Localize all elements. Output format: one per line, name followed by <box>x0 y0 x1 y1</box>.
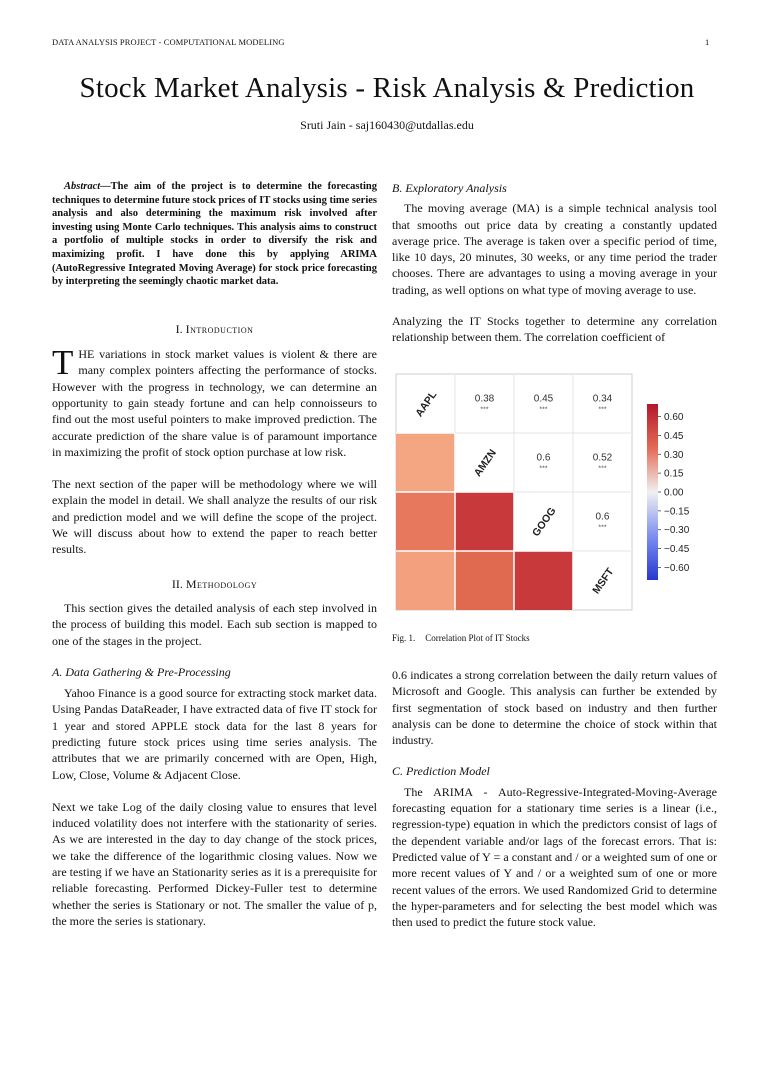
correlation-value: 0.52 <box>592 452 613 464</box>
abstract-label: Abstract <box>64 181 101 192</box>
diagonal-label: MSFT <box>590 565 617 597</box>
intro-heading-num: I. <box>175 321 186 336</box>
intro-p1-text: variations in stock market values is violent & there are many complex pointers affecting the performance of stocks. However with the progress in technology, we can determine an opportunity to gain steady fortune and can help connoisseurs to find out the most useful pointers to make improved prediction. The accurate prediction of the share value is of paramount importance in maximizing the profit of stock option purchase at low risk. <box>52 347 377 459</box>
correlation-value: 0.34 <box>592 393 613 405</box>
paper-author: Sruti Jain - saj160430@utdallas.edu <box>300 118 474 132</box>
colorbar-tick-label: −0.30 <box>664 525 690 537</box>
colorbar-tick-label: 0.30 <box>664 449 684 461</box>
diagonal-label: GOOG <box>530 505 559 539</box>
section-b-paragraph-1: The moving average (MA) is a simple technical analysis tool that smooths out price data by creating a constantly updated average price. The average is taken over a specific period of time, like 10 days, 20 minutes, 30 weeks, or any time period the trader chooses. There are advantages to using a moving average in your trading, as well options on what type of moving average to use. <box>392 201 717 297</box>
significance-stars: *** <box>598 406 607 414</box>
colorbar-tick-label: −0.45 <box>664 544 690 556</box>
abstract <box>52 180 377 289</box>
page-number: 1 <box>705 37 710 47</box>
heatmap-cell <box>455 492 514 551</box>
methodology-paragraph: This section gives the detailed analysis of each step involved in the process of building this model. Each sub section is mapped to one of the stages in the project. <box>52 600 377 648</box>
subsection-heading-c: C. Prediction Model <box>392 764 490 779</box>
section-b-paragraph-2: Analyzing the IT Stocks together to determine any correlation relationship between them. The correlation coefficient of <box>392 314 717 345</box>
intro-paragraph-2: The next section of the paper will be methodology where we will explain the model in detail. We shall analyze the results of our risk and prediction model and we will define the scope of the project. We will discuss about how to extend the paper to reach better results. <box>52 477 377 557</box>
left-column <box>52 180 377 929</box>
correlation-value: 0.6 <box>536 452 551 464</box>
section-a-paragraph-1: Yahoo Finance is a good source for extracting stock market data. Using Pandas DataReader, I have extracted data of five IT stock for 1 year and stored APPLE stock data for the last 8 years for predicting future stock prices using time series analysis. The attributes that we are primarily concerned with are Open, High, Low, Close, Volume & Adjacent Close. <box>52 686 377 782</box>
correlation-value: 0.6 <box>595 511 610 523</box>
subsection-heading-b: B. Exploratory Analysis <box>392 181 507 195</box>
colorbar-tick-label: 0.00 <box>664 487 684 499</box>
intro-lead: HE <box>78 347 95 362</box>
intro-heading-text: Introduction <box>185 321 254 336</box>
section-c-paragraph-1: The ARIMA - Auto-Regressive-Integrated-Moving-Average forecasting equation for a stationary time series is a linear (i.e., regression-type) equation in which the predictors consist of lags of the dependent variable and/or lags of the forecast errors. That is: Predicted value of Y = a constant and / or a weighted sum of one or more recent values of Y and / or a weighted sum of one or more recent values of the errors. We used Randomized Grid to determine the hyper-parameters and for selecting the best model which was then used to predict the future stock value. <box>392 784 717 930</box>
right-column-bottom <box>392 667 717 930</box>
methodology-heading-text: Methodology <box>185 576 258 591</box>
diagonal-label: AMZN <box>471 447 499 479</box>
significance-stars: *** <box>598 524 607 532</box>
significance-stars: *** <box>598 465 607 473</box>
section-b-paragraph-3: 0.6 indicates a strong correlation between the daily return values of Microsoft and Google. This analysis can further be extended by first segmentation of stock based on industry and then further analysis can be done to determine the choice of stock within that industry. <box>392 668 717 748</box>
significance-stars: *** <box>539 406 548 414</box>
diagonal-label: AAPL <box>413 388 440 420</box>
abstract-text: —The aim of the project is to determine the forecasting techniques to determine future stock prices of IT stocks using time series analysis and also determining the maximum risk involved after investing using Monte Carlo techniques. This analysis aims to construct a portfolio of multiple stocks in order to diversify the risk and maximizing profit. I have done this by applying ARIMA (AutoRegressive Integrated Moving Average) for stock price forecasting by interpreting the seemingly chaotic market data. <box>52 181 377 288</box>
heatmap-cell <box>514 551 573 610</box>
colorbar-tick-label: −0.60 <box>664 562 690 574</box>
colorbar-tick-label: 0.15 <box>664 468 684 480</box>
figure-caption-text: Correlation Plot of IT Stocks <box>425 633 530 643</box>
heatmap-cell <box>396 492 455 551</box>
drop-cap: T <box>52 343 74 383</box>
correlation-heatmap <box>392 370 692 618</box>
colorbar-tick-label: 0.45 <box>664 430 684 442</box>
running-header: DATA ANALYSIS PROJECT - COMPUTATIONAL MODELING <box>52 37 285 47</box>
section-heading-methodology <box>52 576 377 592</box>
section-heading-introduction <box>52 321 377 337</box>
colorbar <box>647 404 658 580</box>
figure-caption <box>392 633 540 643</box>
figure-label: Fig. 1. <box>392 633 416 643</box>
methodology-heading-num: II. <box>171 576 186 591</box>
colorbar-tick-label: 0.60 <box>664 412 684 424</box>
heatmap-cell <box>396 433 455 492</box>
heatmap-cell <box>396 551 455 610</box>
right-column-top <box>392 180 717 346</box>
intro-paragraph-1 <box>52 343 377 460</box>
colorbar-tick-label: −0.15 <box>664 506 690 518</box>
heatmap-cell <box>455 551 514 610</box>
paper-title: Stock Market Analysis - Risk Analysis & Prediction <box>79 72 695 104</box>
correlation-value: 0.45 <box>533 393 554 405</box>
section-a-paragraph-2: Next we take Log of the daily closing value to ensures that level induced volatility does not interfere with the stationarity of series. As we are interested in the day to day change of the stock prices, we take the difference of the logarithmic closing values. Now we are testing if we have an Stationarity series as it is a prerequisite for reliable forecasting. Performed Dickey-Fuller test to determine whether the series is Stationary or not. The smaller the value of p, the more the series is stationary. <box>52 799 377 928</box>
correlation-value: 0.38 <box>474 393 495 405</box>
significance-stars: *** <box>480 406 489 414</box>
subsection-heading-a: A. Data Gathering & Pre-Processing <box>52 664 231 679</box>
significance-stars: *** <box>539 465 548 473</box>
